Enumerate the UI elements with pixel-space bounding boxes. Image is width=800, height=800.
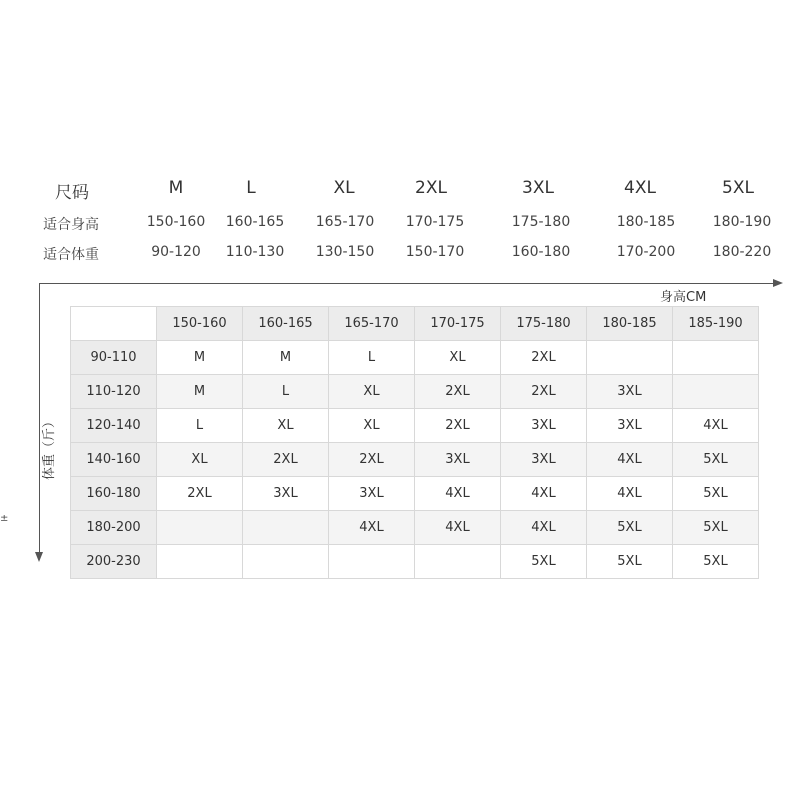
size-value: 4XL xyxy=(624,178,656,198)
size-cell: 4XL xyxy=(415,511,501,545)
size-cell: L xyxy=(157,409,243,443)
grid-corner-cell xyxy=(71,307,157,341)
size-cell: 5XL xyxy=(587,511,673,545)
size-value: L xyxy=(246,178,256,198)
size-cell: 2XL xyxy=(157,477,243,511)
size-cell: XL xyxy=(329,375,415,409)
size-cell: M xyxy=(243,341,329,375)
size-cell: L xyxy=(329,341,415,375)
size-cell: 4XL xyxy=(415,477,501,511)
size-cell xyxy=(243,511,329,545)
size-cell: 4XL xyxy=(587,477,673,511)
weight-row-header: 160-180 xyxy=(71,477,157,511)
size-cell: 5XL xyxy=(673,477,759,511)
height-axis-line xyxy=(40,283,780,284)
weight-row-header: 90-110 xyxy=(71,341,157,375)
size-cell: 3XL xyxy=(501,443,587,477)
height-value: 180-190 xyxy=(712,214,772,230)
stray-mark: ± xyxy=(0,513,9,524)
size-value: 5XL xyxy=(722,178,754,198)
size-cell: 2XL xyxy=(501,341,587,375)
weight-value: 110-130 xyxy=(225,244,285,260)
weight-row xyxy=(0,244,800,274)
size-cell: XL xyxy=(329,409,415,443)
height-axis-arrow-icon xyxy=(773,279,783,287)
grid-row xyxy=(71,477,759,511)
size-cell: 4XL xyxy=(501,511,587,545)
size-cell: 4XL xyxy=(501,477,587,511)
size-cell xyxy=(157,545,243,579)
weight-row-label: 适合体重 xyxy=(43,247,99,263)
size-cell: 2XL xyxy=(329,443,415,477)
size-cell: M xyxy=(157,375,243,409)
grid-row xyxy=(71,375,759,409)
size-cell xyxy=(243,545,329,579)
grid-row xyxy=(71,341,759,375)
weight-value: 170-200 xyxy=(616,244,676,260)
size-cell: 2XL xyxy=(415,409,501,443)
weight-value: 180-220 xyxy=(712,244,772,260)
size-row xyxy=(0,178,800,208)
size-cell: 5XL xyxy=(673,511,759,545)
size-recommendation-grid xyxy=(70,306,759,579)
grid-header-row xyxy=(71,307,759,341)
size-value: XL xyxy=(333,178,355,198)
grid-row xyxy=(71,409,759,443)
grid-row xyxy=(71,511,759,545)
size-cell: L xyxy=(243,375,329,409)
size-cell: 4XL xyxy=(329,511,415,545)
size-row-label: 尺码 xyxy=(55,183,89,203)
height-axis-label: 身高CM xyxy=(660,290,707,305)
size-cell: 5XL xyxy=(587,545,673,579)
height-row-label: 适合身高 xyxy=(43,217,99,233)
size-cell xyxy=(157,511,243,545)
size-cell: M xyxy=(157,341,243,375)
size-cell xyxy=(329,545,415,579)
weight-axis-label: 体重（斤） xyxy=(42,414,57,480)
size-cell xyxy=(673,341,759,375)
weight-row-header: 200-230 xyxy=(71,545,157,579)
size-cell: 4XL xyxy=(673,409,759,443)
size-cell: 3XL xyxy=(415,443,501,477)
size-cell: XL xyxy=(157,443,243,477)
size-cell: 3XL xyxy=(329,477,415,511)
grid-row xyxy=(71,545,759,579)
size-cell: 3XL xyxy=(501,409,587,443)
height-column-header: 170-175 xyxy=(415,307,501,341)
size-cell: 3XL xyxy=(587,409,673,443)
height-column-header: 180-185 xyxy=(587,307,673,341)
size-cell xyxy=(673,375,759,409)
height-column-header: 165-170 xyxy=(329,307,415,341)
height-column-header: 175-180 xyxy=(501,307,587,341)
grid-row xyxy=(71,443,759,477)
height-value: 180-185 xyxy=(616,214,676,230)
weight-row-header: 140-160 xyxy=(71,443,157,477)
weight-value: 90-120 xyxy=(151,244,201,260)
weight-row-header: 110-120 xyxy=(71,375,157,409)
height-column-header: 185-190 xyxy=(673,307,759,341)
height-column-header: 160-165 xyxy=(243,307,329,341)
size-cell: 5XL xyxy=(673,443,759,477)
size-cell: XL xyxy=(415,341,501,375)
weight-row-header: 120-140 xyxy=(71,409,157,443)
size-cell: 3XL xyxy=(587,375,673,409)
height-value: 150-160 xyxy=(146,214,206,230)
size-value: M xyxy=(168,178,184,198)
height-value: 170-175 xyxy=(405,214,465,230)
size-cell xyxy=(415,545,501,579)
size-cell: 4XL xyxy=(587,443,673,477)
height-value: 165-170 xyxy=(315,214,375,230)
height-value: 160-165 xyxy=(225,214,285,230)
size-value: 2XL xyxy=(415,178,447,198)
size-cell: XL xyxy=(243,409,329,443)
height-value: 175-180 xyxy=(511,214,571,230)
size-cell: 3XL xyxy=(243,477,329,511)
size-cell: 2XL xyxy=(501,375,587,409)
size-cell: 2XL xyxy=(243,443,329,477)
size-cell: 5XL xyxy=(501,545,587,579)
size-cell xyxy=(587,341,673,375)
size-cell: 2XL xyxy=(415,375,501,409)
weight-axis-arrow-icon xyxy=(35,552,43,562)
weight-row-header: 180-200 xyxy=(71,511,157,545)
height-row xyxy=(0,214,800,244)
height-column-header: 150-160 xyxy=(157,307,243,341)
weight-value: 150-170 xyxy=(405,244,465,260)
weight-value: 160-180 xyxy=(511,244,571,260)
size-value: 3XL xyxy=(522,178,554,198)
weight-value: 130-150 xyxy=(315,244,375,260)
size-cell: 5XL xyxy=(673,545,759,579)
